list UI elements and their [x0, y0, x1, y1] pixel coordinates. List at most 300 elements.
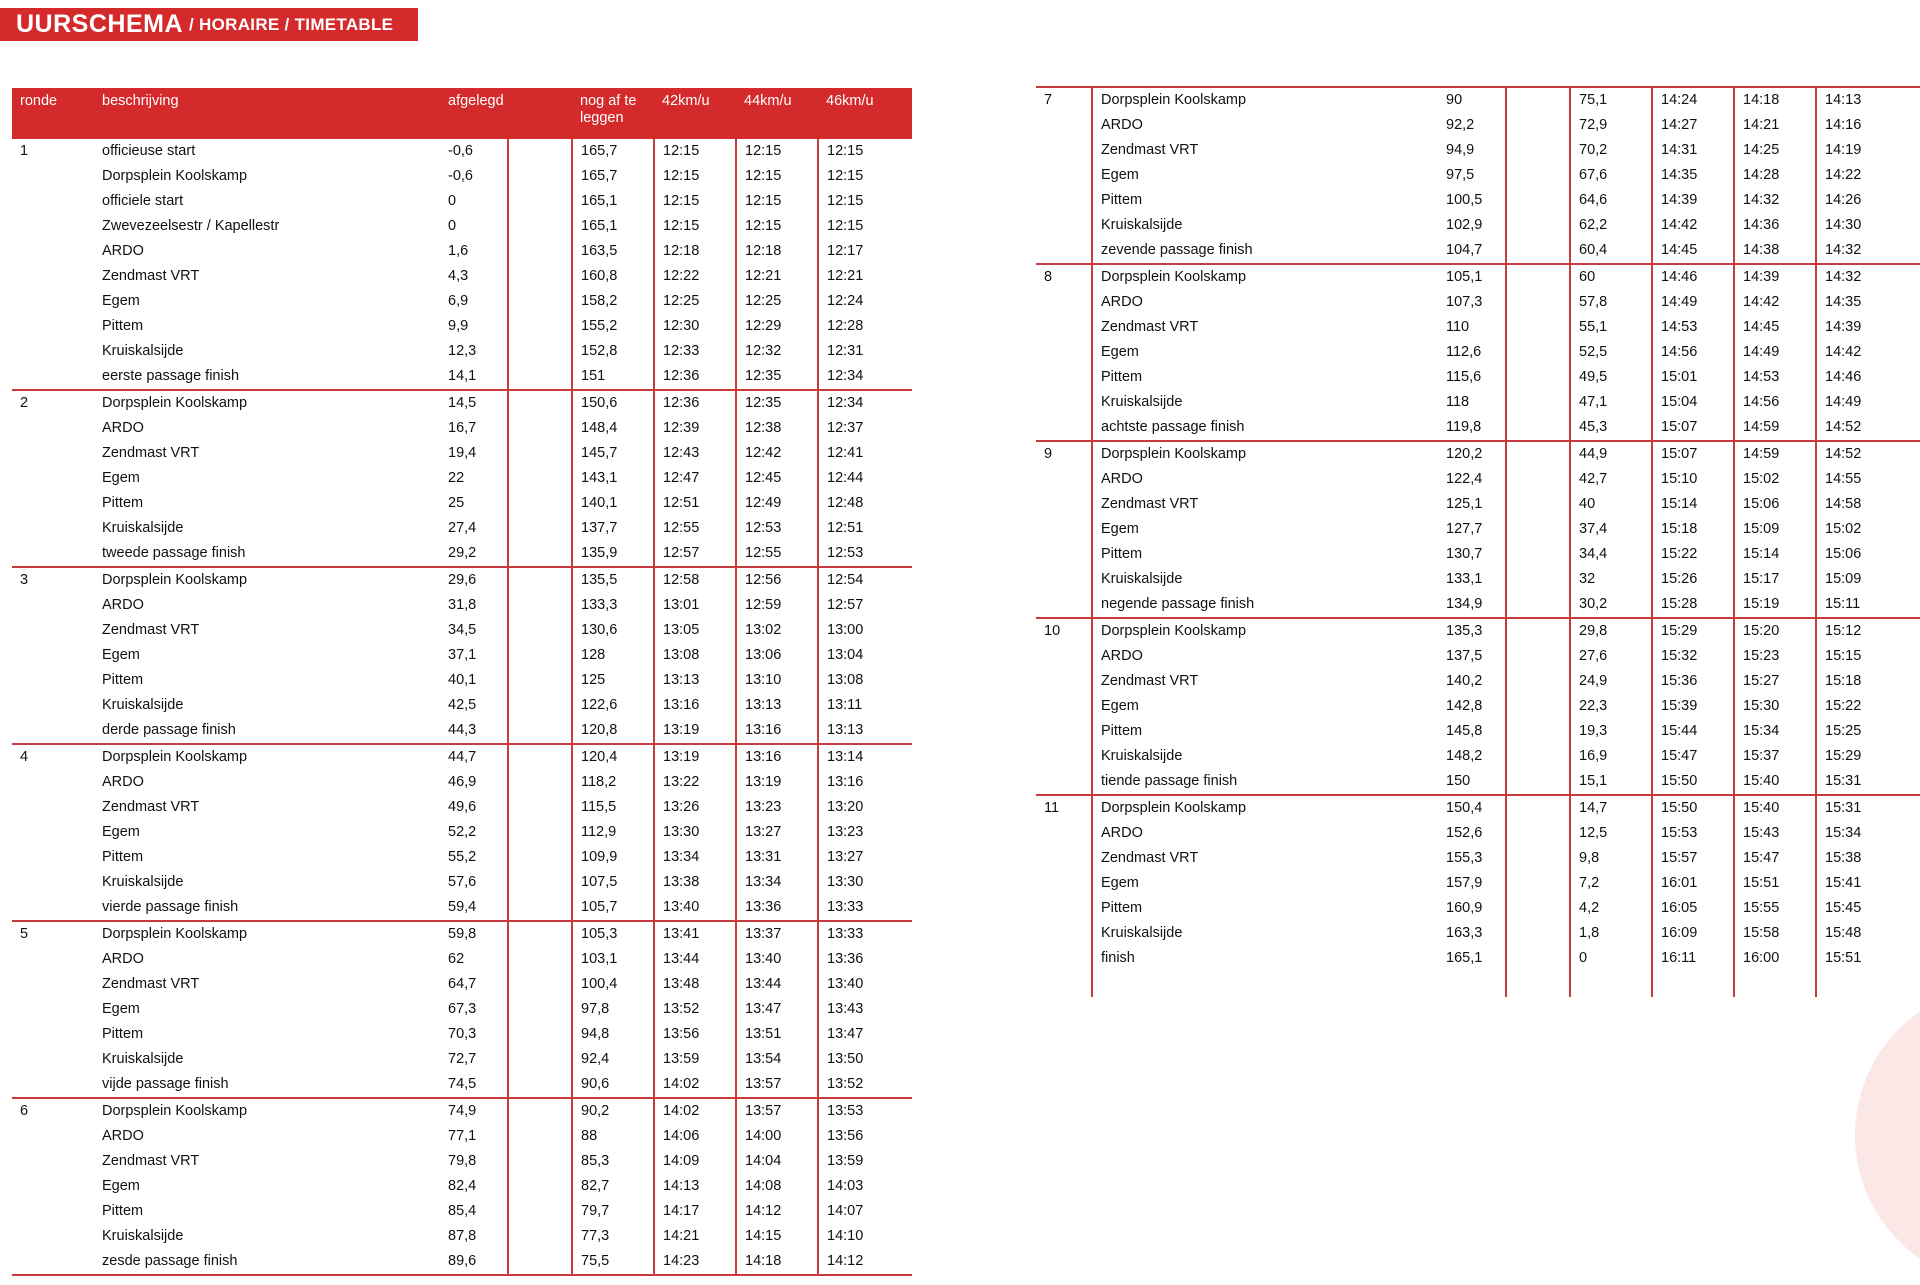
time-46kmu-cell: 13:43	[818, 997, 912, 1022]
time-46kmu-cell: 15:41	[1816, 871, 1920, 896]
beschrijving-cell: Pittem	[1092, 719, 1438, 744]
beschrijving-cell: ARDO	[102, 951, 144, 967]
time-42kmu-cell: 15:50	[1652, 795, 1734, 821]
nog-af-te-leggen-cell: 19,3	[1570, 719, 1652, 744]
beschrijving-cell: Dorpsplein Koolskamp	[1092, 618, 1438, 644]
time-42kmu-cell: 12:57	[654, 541, 736, 567]
beschrijving-cell: ARDO	[1092, 821, 1438, 846]
time-46kmu-cell: 15:11	[1816, 592, 1920, 618]
nog-af-te-leggen-cell: 85,3	[572, 1149, 654, 1174]
ronde-cell	[1036, 315, 1092, 340]
afgelegd-cell: 110	[1446, 319, 1470, 335]
time-42kmu-cell: 14:39	[1652, 188, 1734, 213]
time-42kmu-cell: 14:06	[654, 1124, 736, 1149]
table-header	[12, 88, 912, 138]
nog-af-te-leggen-cell: 163,5	[572, 239, 654, 264]
blank-cell	[1506, 87, 1570, 113]
ronde-cell	[12, 189, 94, 214]
nog-af-te-leggen-cell: 82,7	[572, 1174, 654, 1199]
nog-af-te-leggen-cell: 130,6	[572, 618, 654, 643]
time-46kmu-cell: 12:28	[818, 314, 912, 339]
beschrijving-cell: ARDO	[1092, 290, 1438, 315]
afgelegd-cell: 79,8	[448, 1153, 477, 1169]
beschrijving-cell: Dorpsplein Koolskamp	[1092, 795, 1438, 821]
beschrijving-cell: ARDO	[102, 243, 144, 259]
nog-af-te-leggen-cell: 160,8	[572, 264, 654, 289]
beschrijving-cell: Kruiskalsijde	[102, 520, 184, 536]
time-44kmu-cell: 12:42	[736, 441, 818, 466]
table-row	[12, 164, 912, 189]
nog-af-te-leggen-cell: 105,7	[572, 895, 654, 921]
time-44kmu-cell: 15:14	[1734, 542, 1816, 567]
time-42kmu-cell: 15:04	[1652, 390, 1734, 415]
nog-af-te-leggen-cell: 158,2	[572, 289, 654, 314]
blank-cell	[508, 364, 572, 390]
table-row	[1036, 365, 1920, 390]
header-46kmu: 46km/u	[818, 88, 912, 138]
table-row	[12, 416, 912, 441]
time-46kmu-cell: 12:37	[818, 416, 912, 441]
afgelegd-cell: 92,2	[1446, 117, 1475, 133]
beschrijving-cell: Dorpsplein Koolskamp	[1092, 264, 1438, 290]
time-46kmu-cell: 13:16	[818, 770, 912, 795]
table-row	[12, 972, 912, 997]
table-row	[12, 870, 912, 895]
time-44kmu-cell: 15:51	[1734, 871, 1816, 896]
table-row	[1036, 163, 1920, 188]
ronde-cell	[12, 947, 94, 972]
ronde-cell	[1036, 921, 1092, 946]
time-42kmu-cell: 12:30	[654, 314, 736, 339]
beschrijving-cell: Pittem	[1092, 542, 1438, 567]
table-row	[12, 541, 912, 567]
time-42kmu-cell: 14:35	[1652, 163, 1734, 188]
time-46kmu-cell: 14:39	[1816, 315, 1920, 340]
time-44kmu-cell: 15:47	[1734, 846, 1816, 871]
nog-af-te-leggen-cell: 112,9	[572, 820, 654, 845]
time-42kmu-cell: 15:44	[1652, 719, 1734, 744]
time-44kmu-cell: 15:20	[1734, 618, 1816, 644]
table-row	[12, 1072, 912, 1098]
afgelegd-cell: 12,3	[448, 343, 477, 359]
time-42kmu-cell: 12:36	[654, 390, 736, 416]
afgelegd-cell: 157,9	[1446, 875, 1483, 891]
time-46kmu-cell: 15:12	[1816, 618, 1920, 644]
afgelegd-cell: 19,4	[448, 445, 477, 461]
time-44kmu-cell: 14:53	[1734, 365, 1816, 390]
time-44kmu-cell: 15:23	[1734, 644, 1816, 669]
afgelegd-cell: 74,5	[448, 1076, 477, 1092]
table-row	[12, 643, 912, 668]
ronde-cell	[1036, 719, 1092, 744]
beschrijving-cell: Egem	[102, 1178, 140, 1194]
time-42kmu-cell: 13:22	[654, 770, 736, 795]
nog-af-te-leggen-cell: 135,5	[572, 567, 654, 593]
time-46kmu-cell: 13:30	[818, 870, 912, 895]
table-row	[12, 1174, 912, 1199]
time-42kmu-cell: 13:16	[654, 693, 736, 718]
time-44kmu-cell: 13:23	[736, 795, 818, 820]
ronde-cell: 8	[1036, 264, 1092, 290]
table-row	[12, 1022, 912, 1047]
time-46kmu-cell: 13:52	[818, 1072, 912, 1098]
beschrijving-cell: Pittem	[102, 318, 144, 334]
page-title-banner	[0, 8, 418, 41]
nog-af-te-leggen-cell: 105,3	[572, 921, 654, 947]
time-42kmu-cell: 14:49	[1652, 290, 1734, 315]
beschrijving-cell: Pittem	[102, 1203, 144, 1219]
afgelegd-cell: 74,9	[440, 1098, 508, 1124]
ronde-cell	[1036, 871, 1092, 896]
table-row	[1036, 618, 1920, 644]
nog-af-te-leggen-cell: 152,8	[572, 339, 654, 364]
time-46kmu-cell: 14:07	[818, 1199, 912, 1224]
afgelegd-cell: 0	[448, 218, 457, 234]
table-row	[12, 895, 912, 921]
time-44kmu-cell: 13:34	[736, 870, 818, 895]
time-44kmu-cell: 14:42	[1734, 290, 1816, 315]
afgelegd-cell: 163,3	[1446, 925, 1483, 941]
afgelegd-cell: 44,3	[448, 722, 477, 738]
time-46kmu-cell: 12:21	[818, 264, 912, 289]
time-42kmu-cell: 13:05	[654, 618, 736, 643]
afgelegd-cell: 31,8	[448, 597, 477, 613]
nog-af-te-leggen-cell: 120,4	[572, 744, 654, 770]
ronde-cell	[1036, 290, 1092, 315]
afgelegd-cell: 165,1	[1446, 950, 1483, 966]
blank-cell	[1506, 213, 1570, 238]
afgelegd-cell: 125,1	[1446, 496, 1483, 512]
time-46kmu-cell: 15:02	[1816, 517, 1920, 542]
nog-af-te-leggen-cell: 16,9	[1570, 744, 1652, 769]
beschrijving-cell: Zendmast VRT	[102, 1153, 200, 1169]
time-44kmu-cell: 13:40	[736, 947, 818, 972]
afgelegd-cell: 135,3	[1438, 618, 1506, 644]
table-row	[12, 718, 912, 744]
table-row	[12, 744, 912, 770]
time-44kmu-cell: 13:54	[736, 1047, 818, 1072]
nog-af-te-leggen-cell: 133,3	[572, 593, 654, 618]
table-row	[12, 1047, 912, 1072]
time-44kmu-cell: 12:35	[736, 390, 818, 416]
beschrijving-cell: Zendmast VRT	[1092, 315, 1438, 340]
beschrijving-cell: Kruiskalsijde	[102, 1051, 184, 1067]
afgelegd-cell: 4,3	[448, 268, 469, 284]
blank-cell	[508, 770, 572, 795]
time-44kmu-cell: 15:40	[1734, 769, 1816, 795]
time-44kmu-cell: 15:34	[1734, 719, 1816, 744]
blank-cell	[1506, 669, 1570, 694]
time-46kmu-cell: 13:59	[818, 1149, 912, 1174]
nog-af-te-leggen-cell: 122,6	[572, 693, 654, 718]
time-44kmu-cell: 15:27	[1734, 669, 1816, 694]
table-row	[1036, 795, 1920, 821]
timetable-right	[1036, 86, 1920, 997]
time-44kmu-cell: 14:56	[1734, 390, 1816, 415]
time-44kmu-cell: 14:32	[1734, 188, 1816, 213]
ronde-cell	[1036, 846, 1092, 871]
time-44kmu-cell: 12:15	[736, 164, 818, 189]
ronde-cell	[12, 214, 94, 239]
time-46kmu-cell: 12:15	[818, 138, 912, 164]
time-44kmu-cell: 12:32	[736, 339, 818, 364]
beschrijving-cell: tweede passage finish	[102, 545, 246, 561]
ronde-cell	[1036, 517, 1092, 542]
time-42kmu-cell: 15:29	[1652, 618, 1734, 644]
time-46kmu-cell: 12:15	[818, 214, 912, 239]
time-46kmu-cell: 15:31	[1816, 795, 1920, 821]
ronde-cell	[12, 972, 94, 997]
time-46kmu-cell: 14:52	[1816, 415, 1920, 441]
time-44kmu-cell: 14:39	[1734, 264, 1816, 290]
nog-af-te-leggen-cell: 165,1	[572, 214, 654, 239]
ronde-cell	[1036, 769, 1092, 795]
afgelegd-cell: 100,5	[1446, 192, 1483, 208]
nog-af-te-leggen-cell: 145,7	[572, 441, 654, 466]
time-42kmu-cell: 15:32	[1652, 644, 1734, 669]
afgelegd-cell: 1,6	[448, 243, 469, 259]
time-46kmu-cell: 13:23	[818, 820, 912, 845]
table-row	[1036, 113, 1920, 138]
spacer-cell	[1092, 971, 1438, 997]
ronde-cell	[12, 770, 94, 795]
table-row	[12, 845, 912, 870]
afgelegd-cell: 34,5	[448, 622, 477, 638]
time-42kmu-cell: 15:01	[1652, 365, 1734, 390]
table-row	[12, 239, 912, 264]
time-42kmu-cell: 13:13	[654, 668, 736, 693]
time-44kmu-cell: 15:02	[1734, 467, 1816, 492]
time-42kmu-cell: 12:39	[654, 416, 736, 441]
blank-cell	[508, 1098, 572, 1124]
time-44kmu-cell: 12:53	[736, 516, 818, 541]
table-row	[1036, 264, 1920, 290]
time-46kmu-cell: 14:30	[1816, 213, 1920, 238]
blank-cell	[508, 997, 572, 1022]
beschrijving-cell: Egem	[102, 1001, 140, 1017]
time-44kmu-cell: 13:16	[736, 718, 818, 744]
time-42kmu-cell: 12:47	[654, 466, 736, 491]
table-row	[12, 491, 912, 516]
time-42kmu-cell: 14:46	[1652, 264, 1734, 290]
table-row	[12, 1124, 912, 1149]
spacer-cell	[1036, 971, 1092, 997]
table-row	[1036, 719, 1920, 744]
time-42kmu-cell: 16:05	[1652, 896, 1734, 921]
afgelegd-cell: 137,5	[1446, 648, 1483, 664]
beschrijving-cell: Kruiskalsijde	[1092, 744, 1438, 769]
afgelegd-cell: 127,7	[1446, 521, 1483, 537]
blank-cell	[508, 491, 572, 516]
table-row	[12, 997, 912, 1022]
nog-af-te-leggen-cell: 12,5	[1570, 821, 1652, 846]
time-44kmu-cell: 13:27	[736, 820, 818, 845]
beschrijving-cell: Zendmast VRT	[102, 976, 200, 992]
time-42kmu-cell: 16:11	[1652, 946, 1734, 971]
beschrijving-cell: Kruiskalsijde	[102, 874, 184, 890]
afgelegd-cell: 40,1	[448, 672, 477, 688]
time-44kmu-cell: 14:49	[1734, 340, 1816, 365]
blank-cell	[508, 416, 572, 441]
beschrijving-cell: finish	[1092, 946, 1438, 971]
time-44kmu-cell: 13:02	[736, 618, 818, 643]
nog-af-te-leggen-cell: 107,5	[572, 870, 654, 895]
afgelegd-cell: 150	[1446, 773, 1471, 789]
ronde-cell	[12, 1224, 94, 1249]
ronde-cell	[1036, 567, 1092, 592]
ronde-cell: 10	[1036, 618, 1092, 644]
table-row	[12, 390, 912, 416]
blank-cell	[1506, 896, 1570, 921]
beschrijving-cell: Zendmast VRT	[1092, 492, 1438, 517]
time-46kmu-cell: 14:42	[1816, 340, 1920, 365]
afgelegd-cell: 152,6	[1446, 825, 1483, 841]
table-row	[12, 770, 912, 795]
header-44kmu: 44km/u	[736, 88, 818, 138]
time-44kmu-cell: 13:31	[736, 845, 818, 870]
blank-cell	[508, 618, 572, 643]
blank-cell	[1506, 467, 1570, 492]
time-42kmu-cell: 14:31	[1652, 138, 1734, 163]
time-42kmu-cell: 13:56	[654, 1022, 736, 1047]
afgelegd-cell: 57,6	[448, 874, 477, 890]
blank-cell	[508, 466, 572, 491]
table-row	[12, 214, 912, 239]
table-row	[1036, 467, 1920, 492]
blank-cell	[508, 289, 572, 314]
time-46kmu-cell: 13:53	[818, 1098, 912, 1124]
table-row	[12, 1249, 912, 1275]
blank-cell	[508, 1047, 572, 1072]
time-44kmu-cell: 12:15	[736, 189, 818, 214]
ronde-cell	[1036, 213, 1092, 238]
time-46kmu-cell: 14:32	[1816, 238, 1920, 264]
afgelegd-cell: 64,7	[448, 976, 477, 992]
time-42kmu-cell: 15:47	[1652, 744, 1734, 769]
time-46kmu-cell: 15:06	[1816, 542, 1920, 567]
afgelegd-cell: 29,6	[440, 567, 508, 593]
time-42kmu-cell: 14:42	[1652, 213, 1734, 238]
time-46kmu-cell: 15:31	[1816, 769, 1920, 795]
ronde-cell: 3	[12, 567, 94, 593]
blank-cell	[1506, 694, 1570, 719]
afgelegd-cell: 44,7	[440, 744, 508, 770]
time-42kmu-cell: 12:15	[654, 164, 736, 189]
afgelegd-cell: 67,3	[448, 1001, 477, 1017]
table-row	[12, 567, 912, 593]
time-44kmu-cell: 15:17	[1734, 567, 1816, 592]
time-42kmu-cell: 15:10	[1652, 467, 1734, 492]
table-row	[1036, 946, 1920, 971]
afgelegd-cell: 118	[1446, 394, 1470, 410]
nog-af-te-leggen-cell: 37,4	[1570, 517, 1652, 542]
nog-af-te-leggen-cell: 27,6	[1570, 644, 1652, 669]
time-42kmu-cell: 14:24	[1652, 87, 1734, 113]
nog-af-te-leggen-cell: 120,8	[572, 718, 654, 744]
nog-af-te-leggen-cell: 90,2	[572, 1098, 654, 1124]
beschrijving-cell: officiele start	[102, 193, 184, 209]
time-42kmu-cell: 12:15	[654, 214, 736, 239]
beschrijving-cell: ARDO	[1092, 644, 1438, 669]
spacer-cell	[1652, 971, 1734, 997]
ronde-cell	[12, 1149, 94, 1174]
nog-af-te-leggen-cell: 49,5	[1570, 365, 1652, 390]
time-44kmu-cell: 14:59	[1734, 441, 1816, 467]
beschrijving-cell: Dorpsplein Koolskamp	[94, 1098, 440, 1124]
table-row	[1036, 238, 1920, 264]
afgelegd-cell: 55,2	[448, 849, 477, 865]
header-nog-af-te-leggen: nog af te leggen	[572, 88, 654, 138]
table-row	[12, 668, 912, 693]
table-row	[1036, 821, 1920, 846]
beschrijving-cell: Kruiskalsijde	[102, 697, 184, 713]
blank-cell	[508, 541, 572, 567]
time-42kmu-cell: 12:25	[654, 289, 736, 314]
beschrijving-cell: Egem	[1092, 517, 1438, 542]
nog-af-te-leggen-cell: 75,1	[1570, 87, 1652, 113]
ronde-cell	[12, 845, 94, 870]
time-42kmu-cell: 13:34	[654, 845, 736, 870]
table-row	[12, 618, 912, 643]
afgelegd-cell: 70,3	[448, 1026, 477, 1042]
blank-cell	[508, 516, 572, 541]
beschrijving-cell: Pittem	[1092, 365, 1438, 390]
time-42kmu-cell: 15:07	[1652, 441, 1734, 467]
nog-af-te-leggen-cell: 55,1	[1570, 315, 1652, 340]
ronde-cell	[1036, 946, 1092, 971]
time-44kmu-cell: 13:06	[736, 643, 818, 668]
beschrijving-cell: Kruiskalsijde	[1092, 213, 1438, 238]
time-42kmu-cell: 13:44	[654, 947, 736, 972]
nog-af-te-leggen-cell: 128	[572, 643, 654, 668]
nog-af-te-leggen-cell: 103,1	[572, 947, 654, 972]
ronde-cell	[1036, 592, 1092, 618]
time-46kmu-cell: 12:15	[818, 164, 912, 189]
beschrijving-cell: Zendmast VRT	[1092, 138, 1438, 163]
beschrijving-cell: zesde passage finish	[94, 1249, 440, 1275]
table-row	[12, 516, 912, 541]
time-42kmu-cell: 14:02	[654, 1072, 736, 1098]
table-row	[1036, 669, 1920, 694]
afgelegd-cell: 104,7	[1446, 242, 1483, 258]
time-46kmu-cell: 14:12	[818, 1249, 912, 1275]
table-row	[1036, 644, 1920, 669]
time-46kmu-cell: 12:34	[818, 390, 912, 416]
ronde-cell	[1036, 896, 1092, 921]
ronde-cell	[12, 618, 94, 643]
blank-cell	[1506, 795, 1570, 821]
table-row	[1036, 87, 1920, 113]
blank-cell	[508, 593, 572, 618]
ronde-cell	[12, 466, 94, 491]
time-42kmu-cell: 14:21	[654, 1224, 736, 1249]
ronde-cell	[1036, 669, 1092, 694]
ronde-cell	[1036, 542, 1092, 567]
ronde-cell: 4	[12, 744, 94, 770]
blank-cell	[1506, 415, 1570, 441]
time-46kmu-cell: 14:22	[1816, 163, 1920, 188]
nog-af-te-leggen-cell: 32	[1570, 567, 1652, 592]
time-44kmu-cell: 13:16	[736, 744, 818, 770]
time-44kmu-cell: 15:55	[1734, 896, 1816, 921]
table-row	[12, 289, 912, 314]
afgelegd-cell: 62	[448, 951, 465, 967]
nog-af-te-leggen-cell: 90,6	[572, 1072, 654, 1098]
time-46kmu-cell: 15:25	[1816, 719, 1920, 744]
beschrijving-cell: Kruiskalsijde	[102, 1228, 184, 1244]
time-46kmu-cell: 14:55	[1816, 467, 1920, 492]
blank-cell	[1506, 492, 1570, 517]
